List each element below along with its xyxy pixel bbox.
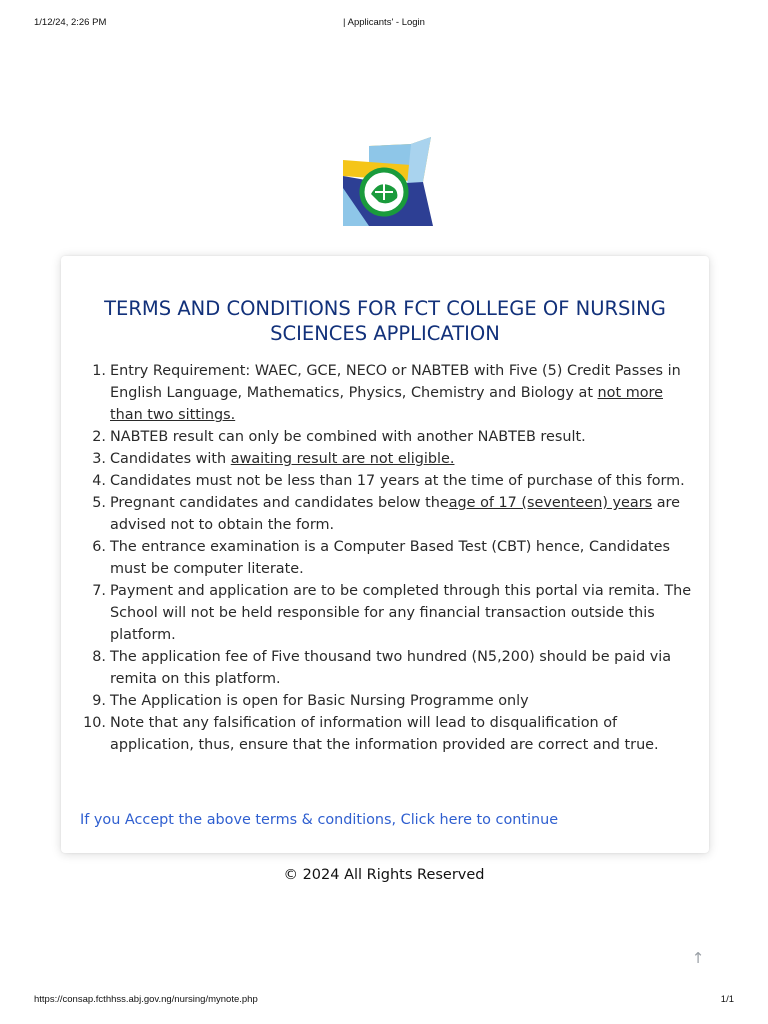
print-tab-title: | Applicants' - Login [343, 17, 425, 28]
terms-list [83, 360, 694, 756]
print-datetime: 1/12/24, 2:26 PM [34, 17, 107, 28]
terms-item-number: 9. [92, 693, 106, 709]
terms-item-text: NABTEB result can only be combined with another NABTEB result. [110, 429, 586, 445]
terms-item-text: The application fee of Five thousand two hundred (N5,200) should be paid via remita on this platform. [110, 649, 672, 687]
terms-item-number: 1. [92, 363, 106, 379]
terms-item-number: 10. [83, 715, 106, 731]
continue-link[interactable]: If you Accept the above terms & conditions, Click here to continue [80, 812, 559, 828]
terms-item [92, 470, 694, 492]
print-footer [0, 994, 768, 1008]
terms-item-text: Note that any falsification of information will lead to disqualification of application, thus, ensure that the information provided are correct and true. [110, 715, 659, 753]
terms-item [92, 448, 694, 470]
terms-item-text: Pregnant candidates and candidates below the [110, 495, 449, 511]
terms-item-number: 2. [92, 429, 106, 445]
terms-item-number: 8. [92, 649, 106, 665]
terms-item-number: 7. [92, 583, 106, 599]
terms-item-emphasis: awaiting result are not eligible. [230, 451, 455, 467]
print-header [0, 17, 768, 31]
terms-item-text: Candidates with [110, 451, 231, 467]
arrow-up-icon[interactable]: ↑ [691, 949, 705, 967]
terms-item [92, 646, 694, 690]
print-url: https://consap.fcthhss.abj.gov.ng/nursing/mynote.php [34, 994, 258, 1005]
terms-item-number: 4. [92, 473, 106, 489]
terms-item-text: Candidates must not be less than 17 years at the time of purchase of this form. [110, 473, 685, 489]
terms-item-text: Payment and application are to be completed through this portal via remita. The School will not be held responsible for any financial transaction outside this platform. [110, 583, 692, 643]
terms-card [61, 256, 709, 853]
terms-item-text-end: are advised not to obtain the form. [110, 495, 680, 533]
terms-item [92, 360, 694, 426]
terms-item [92, 426, 694, 448]
terms-item [92, 492, 694, 536]
terms-item [92, 580, 694, 646]
terms-item-number: 5. [92, 495, 106, 511]
terms-item-number: 3. [92, 451, 106, 467]
terms-item-emphasis: not more than two sittings. [110, 385, 663, 423]
terms-item [83, 712, 694, 756]
college-crest-icon [339, 136, 433, 228]
terms-item-emphasis: age of 17 (seventeen) years [448, 495, 653, 511]
terms-item [92, 536, 694, 580]
terms-item-text: The Application is open for Basic Nursing Programme only [110, 693, 529, 709]
terms-item-number: 6. [92, 539, 106, 555]
print-page-number: 1/1 [720, 994, 734, 1005]
copyright: © 2024 All Rights Reserved [283, 867, 485, 883]
terms-item [92, 690, 694, 712]
terms-item-text: Entry Requirement: WAEC, GCE, NECO or NABTEB with Five (5) Credit Passes in English Language, Mathematics, Physics, Chemistry and Biology at [110, 363, 681, 401]
terms-title: TERMS AND CONDITIONS FOR FCT COLLEGE OF NURSING SCIENCES APPLICATION [104, 297, 666, 345]
terms-item-text: The entrance examination is a Computer Based Test (CBT) hence, Candidates must be computer literate. [110, 539, 671, 577]
